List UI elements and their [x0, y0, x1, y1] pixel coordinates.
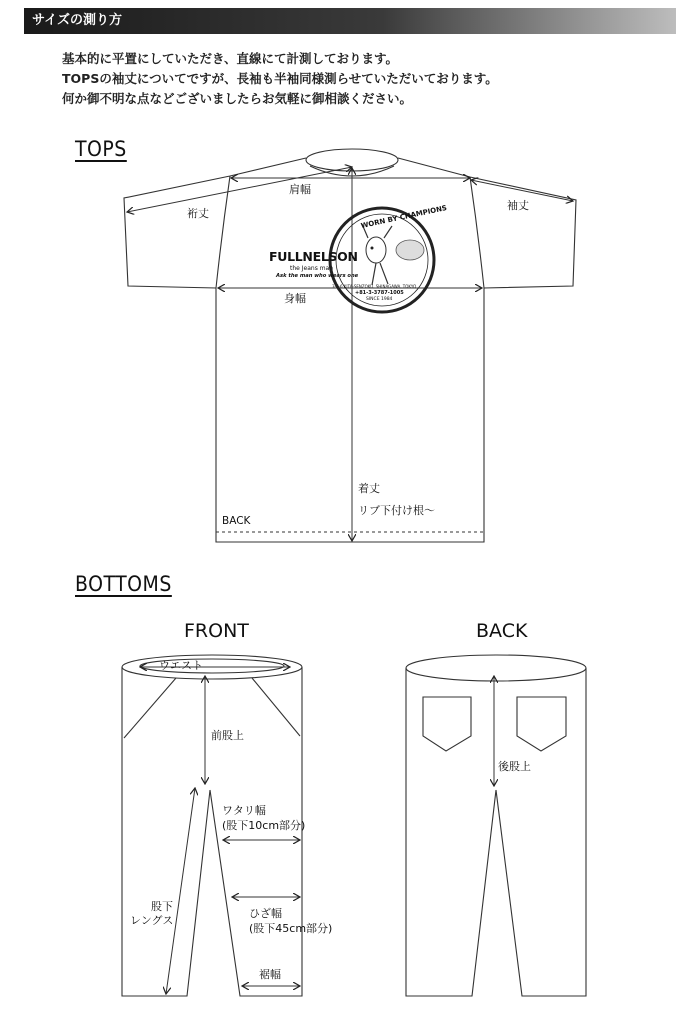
label-yuki: 裄丈	[187, 207, 209, 220]
label-front-rise: 前股上	[211, 729, 244, 742]
logo-tagline-2: Ask the man who wears one	[276, 273, 359, 279]
front-title: FRONT	[184, 620, 249, 642]
logo-tagline-1: the Jeans man	[290, 265, 334, 272]
tops-title: TOPS	[75, 137, 127, 161]
intro-line: TOPSの袖丈についてですが、長袖も半袖同様測らせていただいております。	[62, 71, 498, 86]
label-hem: 裾幅	[259, 968, 281, 981]
intro-line: 基本的に平置にしていただき、直線にて計測しております。	[62, 51, 399, 66]
bottoms-title: BOTTOMS	[75, 572, 172, 596]
logo-ring-text: WORN BY CHAMPIONS	[360, 203, 448, 231]
intro-line: 何か御不明な点などございましたらお気軽に御相談ください。	[62, 91, 413, 106]
label-body-width: 身幅	[284, 292, 306, 305]
section-header-title: サイズの測り方	[32, 13, 122, 28]
label-thigh: ワタリ幅	[222, 804, 266, 817]
label-thigh-note: (股下10cm部分)	[222, 819, 306, 832]
tshirt-arrows	[127, 167, 573, 541]
label-inseam: 股下	[151, 900, 173, 913]
label-inseam-2: レングス	[130, 914, 174, 927]
label-sleeve: 袖丈	[507, 199, 529, 212]
label-back-rise: 後股上	[498, 760, 531, 773]
logo-brand: FULLNELSON	[269, 249, 358, 264]
logo-address: 3-7-6 KITA-SENZOKU, SHINAGAWA, TOKYO	[332, 284, 417, 289]
logo-since: SINCE 1984	[366, 297, 393, 302]
label-waist: ウエスト	[159, 659, 203, 672]
label-body-length: 着丈	[358, 482, 380, 495]
label-knee-note: (股下45cm部分)	[249, 922, 333, 935]
label-knee: ひざ幅	[249, 907, 282, 920]
pants-back-outline	[406, 655, 586, 996]
back-title: BACK	[476, 620, 528, 642]
label-length-note: リブ下付け根～	[358, 504, 435, 517]
label-shoulder: 肩幅	[289, 183, 311, 196]
logo-phone: +81-3-3787-1005	[355, 290, 404, 296]
label-back: BACK	[222, 515, 251, 527]
